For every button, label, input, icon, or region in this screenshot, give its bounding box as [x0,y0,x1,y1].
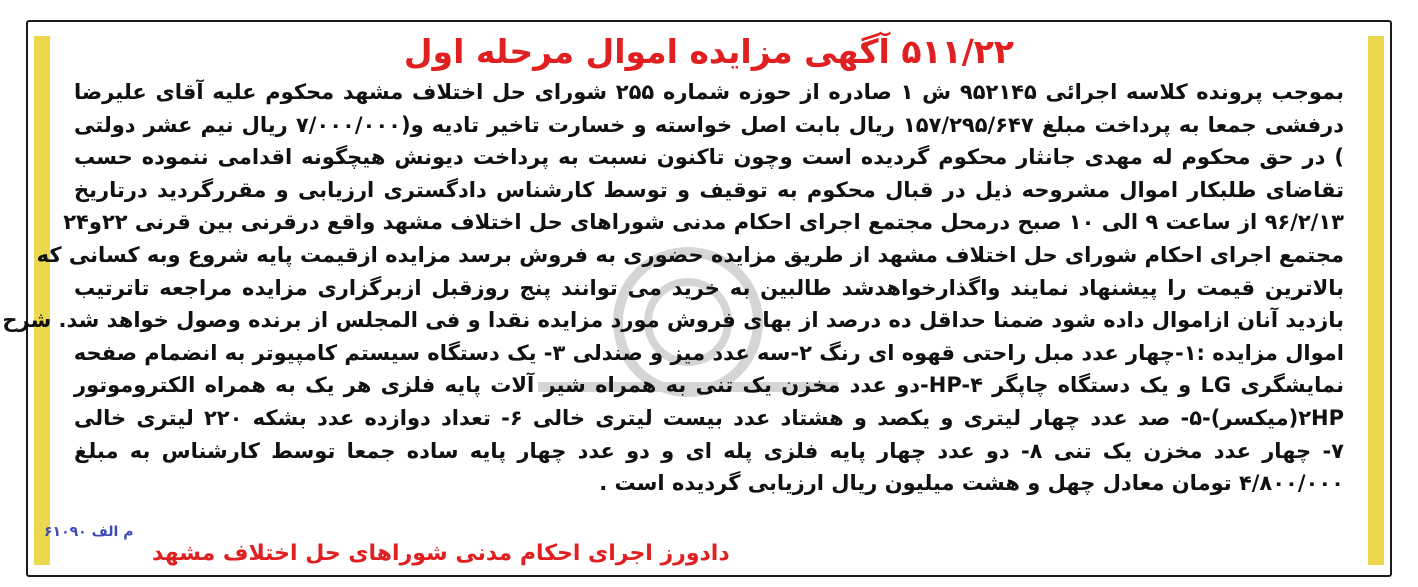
body-line: بالاترین قیمت را پیشنهاد نمایند واگذارخواهدشد طالبین به خرید می توانند پنج روزقبل ازبرگزاری مزایده مراجعه تاترتیب [74,275,1344,300]
right-yellow-strip [1368,36,1384,565]
body-line: مجتمع اجرای احکام شورای حل اختلاف مشهد از طریق مزایده حضوری به فروش برسد مزایده ازقیمت پایه شروع وبه کسانی که [36,242,1344,267]
body-line: ) در حق محکوم له مهدی جانثار محکوم گردیده است وچون تاکنون نسبت به پرداخت دیونش هیچگونه اقدامی ننموده حسب [74,145,1344,170]
body-line: تقاضای طلبکار اموال مشروحه ذیل در قبال محکوم به توقیف و توسط کارشناس دادگستری ارزیابی و مقررگردید درتاریخ [74,177,1344,202]
notice-title: ۵۱۱/۲۲ آگهی مزایده اموال مرحله اول [403,32,1015,71]
body-line: درفشی جمعا به پرداخت مبلغ ۱۵۷/۲۹۵/۶۴۷ ریال بابت اصل خواسته و خسارت تاخیر تادیه و(۷/۰۰۰/۰۰۰ ریال نیم عشر دولتی [74,112,1345,137]
body-line: ۷- چهار عدد مخزن یک تنی ۸- دو عدد چهار پایه فلزی پله ای و دو عدد چهار پایه ساده جمعا توسط کارشناس به مبلغ [74,438,1344,463]
body-line: اموال مزایده :۱-چهار عدد مبل راحتی قهوه ای رنگ ۲-سه عدد میز و صندلی ۳- یک دستگاه سیستم کامپیوتر به انضمام صفحه [73,340,1344,365]
body-line: ۲HP(میکسر)-۵- صد عدد چهار لیتری و یکصد و هشتاد عدد بیست لیتری خالی ۶- تعداد دوازده عدد بشکه ۲۲۰ لیتری خالی [74,405,1344,430]
left-yellow-strip [34,36,50,565]
body-line: ۴/۸۰۰/۰۰۰ تومان معادل چهل و هشت میلیون ریال ارزیابی گردیده است . [599,471,1344,496]
notice-body [2,76,1345,500]
body-line: نمایشگری LG و یک دستگاه چاپگر HP-۴-دو عدد مخزن یک تنی به همراه شیر آلات پایه فلزی هر یک به همراه الکتروموتور [74,373,1344,398]
reference-code: م الف ۶۱۰۹۰ [44,524,134,540]
notice-frame [2,20,1392,577]
signature-line: دادورز اجرای احکام مدنی شوراهای حل اختلاف مشهد [152,541,730,566]
body-line: بموجب پرونده کلاسه اجرائی ۹۵۲۱۴۵ ش ۱ صادره از حوزه شماره ۲۵۵ شورای حل اختلاف مشهد محکوم علیه آقای علیرضا [74,80,1344,104]
body-line: ۹۶/۲/۱۳ از ساعت ۹ الی ۱۰ صبح درمحل مجتمع اجرای احکام مدنی شوراهای حل اختلاف مشهد واقع درقرنی بین قرنی ۲۲و۲۴ [63,210,1344,235]
body-line: بازدید آنان ازاموال داده شود ضمنا حداقل ده درصد از بهای فروش مورد مزایده نقدا و فی المجلس از برنده وصول خواهد شد. شرح [2,308,1344,333]
